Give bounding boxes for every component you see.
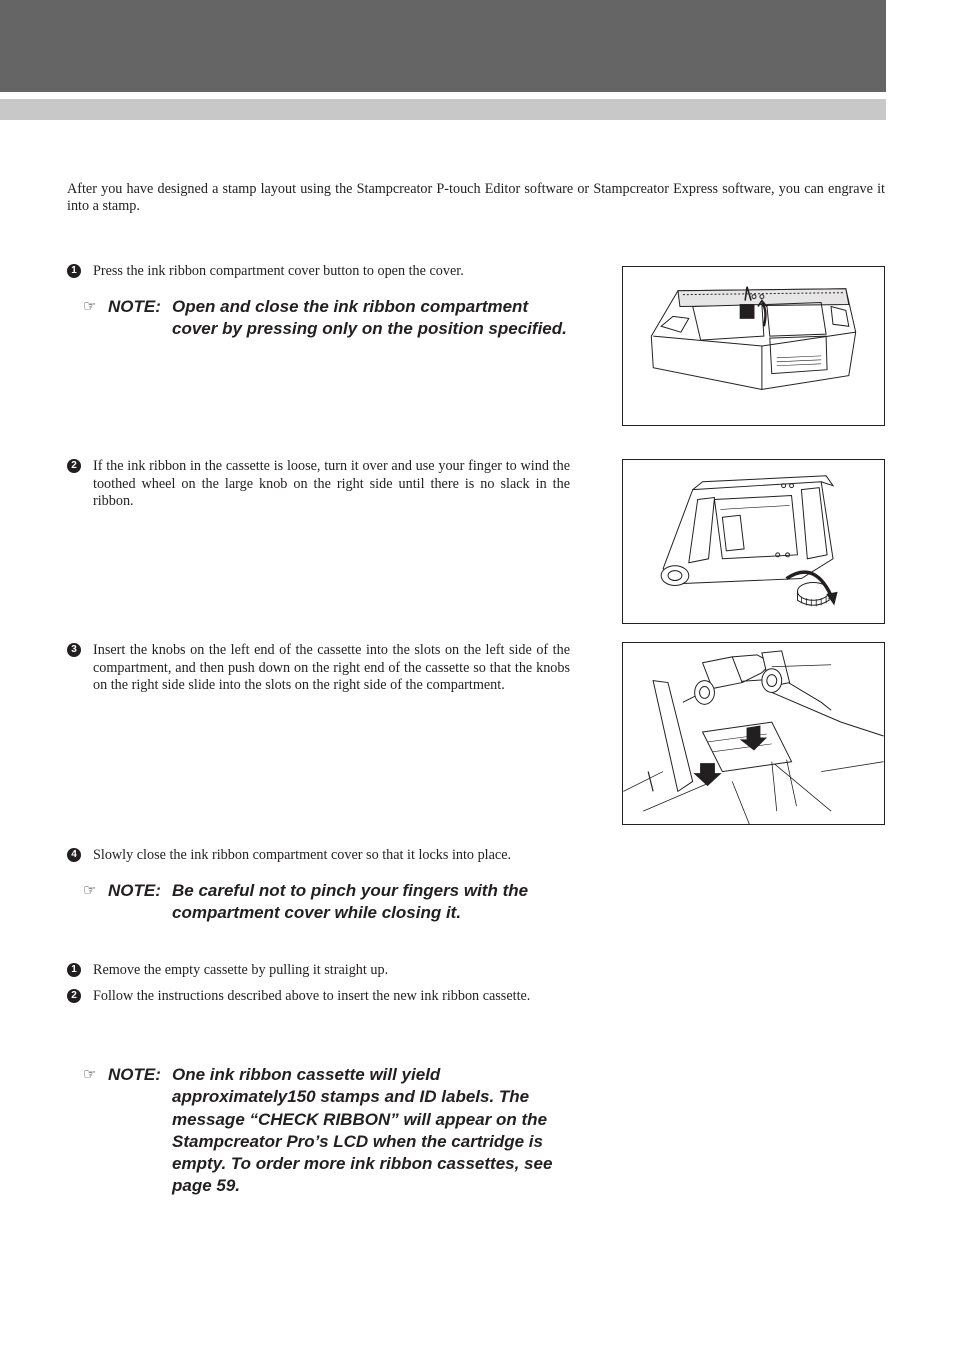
pointing-hand-icon: ☞	[83, 298, 97, 315]
intro-paragraph: After you have designed a stamp layout using the Stampcreator P-touch Editor software or Stampcreator Express software, you can engrave it into a stamp.	[67, 181, 885, 214]
header-band	[0, 0, 886, 92]
replace-step-1	[67, 962, 570, 980]
subheader-band	[0, 99, 886, 120]
step-text: If the ink ribbon in the cassette is loose, turn it over and use your finger to wind the toothed wheel on the large knob on the right side until there is no slack in the ribbon.	[93, 458, 570, 509]
note-text: Be careful not to pinch your fingers with the compartment cover while closing it.	[172, 881, 529, 923]
note-cassette-yield	[83, 1064, 573, 1198]
step-text: Remove the empty cassette by pulling it straight up.	[93, 962, 389, 978]
note-cover-press	[83, 296, 573, 341]
pointing-hand-icon: ☞	[83, 882, 97, 899]
step-number-badge: 2	[67, 459, 81, 473]
note-label: NOTE:	[108, 297, 161, 316]
install-step-1	[67, 263, 570, 281]
step-number-badge: 3	[67, 643, 81, 657]
cassette-insertion-illustration	[623, 643, 884, 824]
install-step-2	[67, 458, 570, 511]
ink-ribbon-cassette-illustration	[623, 460, 884, 623]
step-text: Insert the knobs on the left end of the cassette into the slots on the left side of the compartment, and then push down on the right end of the cassette so that the knobs on the right side slide into the slots on the right side of the compartment.	[93, 642, 570, 693]
figure-open-cover	[622, 266, 885, 426]
step-number-badge: 4	[67, 848, 81, 862]
figure-insert-cassette	[622, 642, 885, 825]
step-number-badge: 1	[67, 963, 81, 977]
stampcreator-machine-illustration	[623, 267, 884, 425]
note-text: Open and close the ink ribbon compartment cover by pressing only on the position specified.	[172, 297, 567, 339]
step-text: Press the ink ribbon compartment cover button to open the cover.	[93, 263, 464, 279]
note-text: One ink ribbon cassette will yield approximately150 stamps and ID labels. The message “CHECK RIBBON” will appear on the Stampcreator Pro’s LCD when the cartridge is empty. To order more ink ribbon cassettes, see page 59.	[172, 1065, 553, 1196]
step-number-badge: 1	[67, 264, 81, 278]
note-label: NOTE:	[108, 1065, 161, 1084]
replace-step-2	[67, 988, 570, 1006]
step-number-badge: 2	[67, 989, 81, 1003]
step-text: Slowly close the ink ribbon compartment cover so that it locks into place.	[93, 847, 512, 863]
step-text: Follow the instructions described above to insert the new ink ribbon cassette.	[93, 988, 531, 1004]
install-step-3	[67, 642, 570, 695]
figure-ribbon-cassette	[622, 459, 885, 624]
note-label: NOTE:	[108, 881, 161, 900]
note-pinch-fingers	[83, 880, 573, 925]
pointing-hand-icon: ☞	[83, 1066, 97, 1083]
install-step-4	[67, 847, 570, 865]
